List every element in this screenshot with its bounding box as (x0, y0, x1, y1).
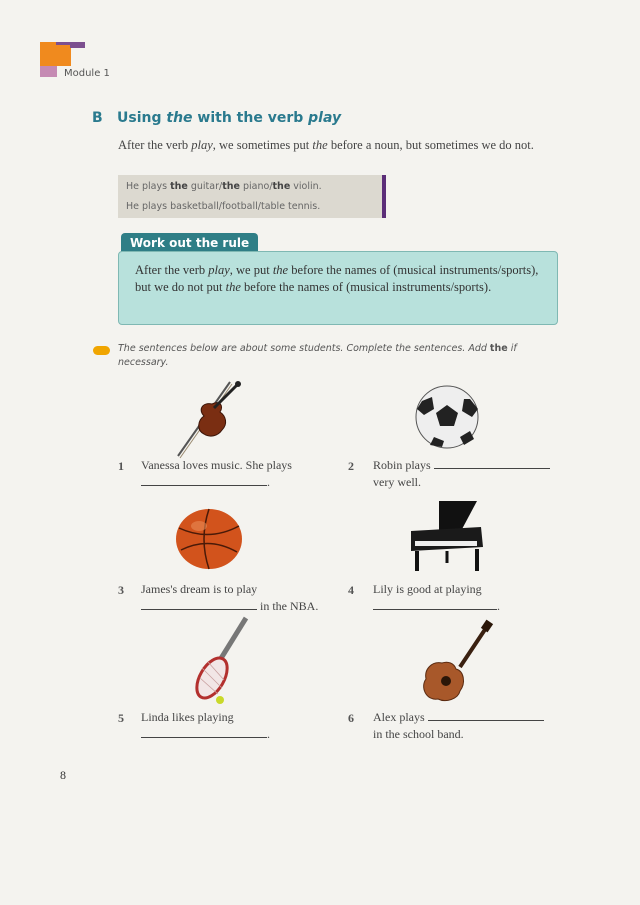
exercise-2-line1: Robin plays (373, 457, 550, 474)
page-number: 8 (60, 768, 66, 782)
exercise-6-line1: Alex plays (373, 709, 544, 726)
example-line-2: He plays basketball/football/table tennis. (126, 201, 321, 212)
basketball-icon (175, 508, 243, 570)
exercise-6-number: 6 (348, 711, 354, 725)
instruction-marker (93, 346, 110, 355)
answer-blank-3[interactable] (141, 599, 257, 610)
exercise-6-line2: in the school band. (373, 727, 464, 741)
answer-blank-5[interactable] (141, 727, 267, 738)
exercise-2-line2: very well. (373, 475, 421, 489)
exercise-1-line2: . (141, 474, 270, 491)
guitar-icon (420, 621, 492, 703)
exercise-5-line1: Linda likes playing (141, 710, 234, 724)
exercise-4-number: 4 (348, 583, 354, 597)
exercise-3-number: 3 (118, 583, 124, 597)
answer-blank-4[interactable] (373, 599, 497, 610)
rule-tab: Work out the rule (121, 233, 258, 253)
answer-blank-2[interactable] (434, 458, 550, 469)
section-letter: B (92, 110, 103, 126)
exercise-1-number: 1 (118, 459, 124, 473)
answer-blank-1[interactable] (141, 475, 267, 486)
module-label: Module 1 (64, 68, 110, 79)
exercise-3-line2: in the NBA. (141, 598, 318, 615)
exercise-4-line2: . (373, 598, 500, 615)
exercise-1-line1: Vanessa loves music. She plays (141, 458, 292, 472)
module-logo-bar-small (70, 45, 85, 48)
module-logo-pink (40, 66, 57, 77)
piano-icon (405, 497, 487, 577)
exercise-5-line2: . (141, 726, 270, 743)
example-line-1: He plays the guitar/the piano/the violin. (126, 181, 322, 192)
exercise-4-line1: Lily is good at playing (373, 582, 482, 596)
exercise-5-number: 5 (118, 711, 124, 725)
tennis-racket-icon (190, 616, 250, 706)
instruction-text: The sentences below are about some students. Complete the sentences. Add the if necessary. (118, 343, 517, 368)
section-title: Using the with the verb play (117, 110, 342, 126)
exercise-2-number: 2 (348, 459, 354, 473)
rule-text: After the verb play, we put the before the names of (musical instruments/sports), but we do not put the before the names of (musical instruments/sports). (135, 263, 539, 294)
violin-icon (172, 378, 252, 460)
module-logo-orange (40, 42, 71, 66)
answer-blank-6[interactable] (428, 710, 544, 721)
exercise-3-line1: James's dream is to play (141, 582, 258, 596)
intro-text: After the verb play, we sometimes put the before a noun, but sometimes we do not. (118, 138, 534, 152)
football-icon (412, 385, 482, 449)
